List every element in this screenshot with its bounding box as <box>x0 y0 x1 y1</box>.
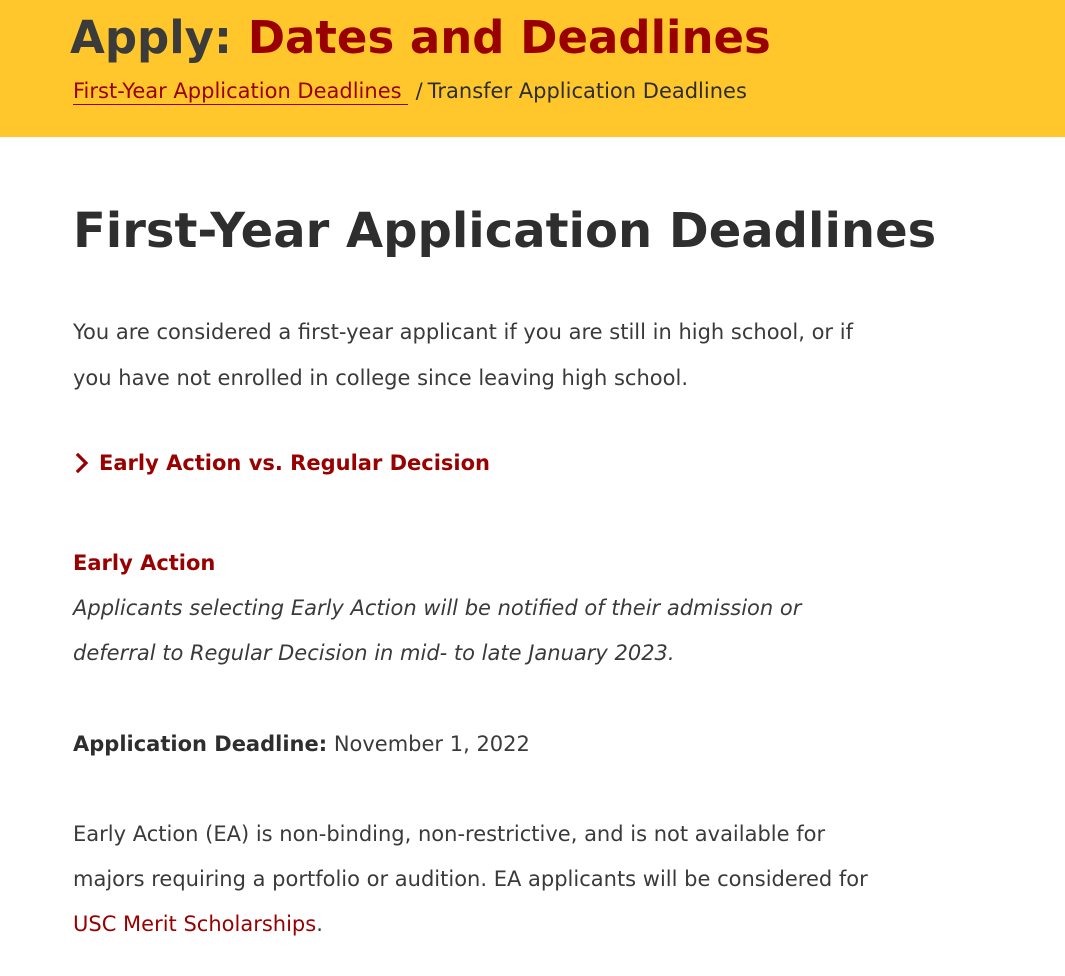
intro-paragraph <box>73 309 963 401</box>
early-action-description <box>73 812 973 947</box>
deadline-value: November 1, 2022 <box>333 732 530 756</box>
header-title-section: Dates and Deadlines <box>247 11 771 64</box>
application-deadline <box>73 729 530 759</box>
page-title: First-Year Application Deadlines <box>73 203 937 259</box>
ea-desc-line-1: Early Action (EA) is non-binding, non-restrictive, and is not available for <box>73 822 826 846</box>
breadcrumb-first-year-link[interactable]: First-Year Application Deadlines <box>73 79 408 105</box>
chevron-right-icon <box>73 452 95 474</box>
early-action-note <box>73 586 963 676</box>
breadcrumb-transfer-item[interactable]: Transfer Application Deadlines <box>427 79 747 103</box>
intro-line-1: You are considered a first-year applicant if you are still in high school, or if <box>73 320 853 344</box>
breadcrumb-separator: / <box>415 79 423 103</box>
page-header <box>0 0 1065 137</box>
early-action-note-line-2: deferral to Regular Decision in mid- to late January 2023. <box>73 641 675 665</box>
early-action-vs-regular-decision-toggle[interactable] <box>73 448 490 478</box>
deadline-label: Application Deadline: <box>73 732 328 756</box>
early-action-note-line-1: Applicants selecting Early Action will be notified of their admission or <box>73 596 802 620</box>
accordion-label: Early Action vs. Regular Decision <box>99 451 491 475</box>
breadcrumb <box>73 76 747 106</box>
intro-line-2: you have not enrolled in college since leaving high school. <box>73 366 688 390</box>
ea-desc-end: . <box>316 912 323 936</box>
header-title-prefix: Apply: <box>70 11 233 64</box>
ea-desc-line-2: majors requiring a portfolio or audition. EA applicants will be considered for <box>73 867 868 891</box>
usc-merit-scholarships-link[interactable]: USC Merit Scholarships <box>73 912 317 936</box>
early-action-heading: Early Action <box>73 551 216 575</box>
header-title <box>70 10 771 66</box>
